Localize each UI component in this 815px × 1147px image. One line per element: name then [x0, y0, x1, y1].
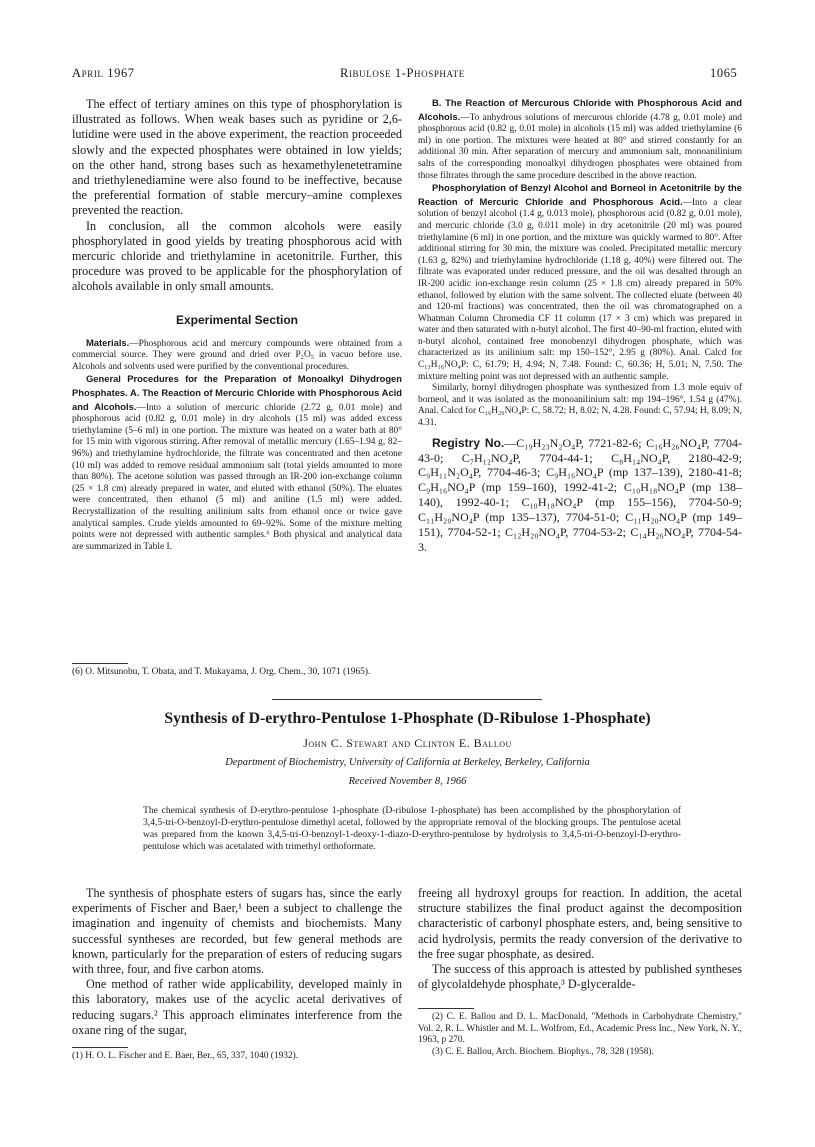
footnote: (2) C. E. Ballou and D. L. MacDonald, "Methods in Carbohydrate Chemistry," Vol. 2, R. L. Whistler and M. L. Wolfrom, Ed., Academic Press Inc., New York, N. Y., 1963, p 270.	[418, 1012, 742, 1046]
paragraph: The success of this approach is attested by published syntheses of glycolaldehyde phosphate,³ D-glyceralde-	[418, 962, 742, 992]
run-in-heading: Phosphorylation of Benzyl Alcohol and Borneol in Acetonitrile by the Reaction of Mercuric Chloride and Phosphorous Acid.	[418, 182, 742, 207]
left-column	[72, 97, 402, 553]
article-left-column	[72, 886, 402, 1038]
paragraph-text: —To anhydrous solutions of mercurous chloride (4.78 g, 0.01 mole) and phosphorous acid (0.82 g, 0.01 mole) in alcohols (15 ml) was added triethylamine (6 ml) in one portion. The mixtures were heated at 80° and stirred constantly for an additional 30 min. After separation of mercury and ammonium salt, monoanilinium salts of the corresponding monoalkyl dihydrogen phosphates were obtained from those filtrates through the same procedure described in the above reaction.	[418, 112, 742, 181]
paragraph	[418, 97, 742, 182]
article-separator	[272, 699, 542, 700]
run-in-heading: Materials.	[86, 336, 130, 348]
footnote-rule	[72, 1047, 128, 1048]
run-in-heading: General Procedures for the Preparation of Monoalkyl Dihydrogen Phosphates. A. The Reaction of Mercuric Chloride with Phosphorous Acid and Alcohols.	[72, 373, 402, 412]
article-right-column	[418, 886, 742, 992]
run-in-heading: Registry No.	[432, 435, 505, 450]
article-authors: John C. Stewart and Clinton E. Ballou	[303, 736, 512, 750]
header-page-number: 1065	[710, 66, 738, 80]
header-date: April 1967	[72, 66, 135, 80]
paragraph-text: —Into a solution of mercuric chloride (2.72 g, 0.01 mole) and phosphorous acid (0.82 g, 0.01 mole) in dry alcohols (15 ml) was added excess triethylamine (5–6 ml) in one portion. The mixture was heated on a water bath at 80° for 15 min with vigorous stirring. After removal of metallic mercury (1.65–1.94 g, 82–96%) and triethylamine hydrochloride, the filtrate was concentrated and then acetone (10 ml) was added to remove residual ammonium salt (total yields amounted to more than 80%). The acetone solution was passed through an IR-200 ion-exchange column (25 × 1.8 cm) already prepared in water, and eluted with ethanol (50%). The eluates were concentrated, then ethanol (5 ml) and aniline (1.5 ml) were added. Recrystallization of the resulting anilinium salts from ethanol once or twice gave analytical samples. Crude yields amounted to 69–92%. Some of the mixture melting points were not depressed with authentic samples.⁶ Both physical and analytical data are summarized in Table I.	[72, 402, 402, 552]
footnote: (3) C. E. Ballou, Arch. Biochem. Biophys., 78, 328 (1958).	[432, 1046, 654, 1057]
paragraph: The effect of tertiary amines on this type of phosphorylation is illustrated as follows. When weak bases such as pyridine or 2,6-lutidine were used in the above experiment, the reaction proceeded slowly and the expected phosphates were obtained in low yields; on the other hand, strong bases such as hexamethylenetetramine and triethylenediamine were also found to be ineffective, because the preferential formation of stable mercury–amine complexes prevented the reaction.	[72, 97, 402, 218]
paragraph	[418, 182, 742, 383]
paragraph: freeing all hydroxyl groups for reaction. In addition, the acetal structure stabilizes the final product against the decomposition characteristic of carbonyl phosphate esters, and, being sensitive to acid hydrolysis, permits the ready conversion of the derivative to the free sugar phosphate, as desired.	[418, 886, 742, 961]
right-column	[418, 97, 742, 555]
paragraph-text: —Into a clear solution of benzyl alcohol (1.4 g, 0.013 mole), phosphorous acid (0.82 g, 0.01 mole), and mercuric chloride (3.0 g, 0.011 mole) in dry acetonitrile (20 ml) was poured triethylamine (6 ml) in one portion, and the mixture was quickly warmed to 80°. After additional stirring for 30 min, the mixture was cooled. Precipitated metallic mercury (1.63 g, 82%) and triethylamine hydrochloride (1.18 g, 40%) were filtered out. The filtrate was evaporated under reduced pressure, and the oil was desalted through an IR-200 acidic ion-exchange resin column (25 × 1.8 cm) already prepared in 50% ethanol, followed by elution with the same solvent. The collected eluate (between 40 and 120-ml fractions) was concentrated, then the oil was chromatographed on a Whatman Column Chromedia CF 11 column (17 × 3 cm) which was prepared in water and then saturated with n-butyl alcohol. The first 40–90-ml fraction, eluted with n-butyl alcohol, contained free monobenzyl dihydrogen phosphate, which was characterized as its anilinium salt: mp 150–152°, 2.95 g (80%). Anal. Calcd for C₁₃H₁₆NO₄P: C, 61.79; H, 4.94; N, 7.48. Found: C, 60.36; H, 5.01; N, 7.50. The mixture melting point was not depressed with an authentic sample.	[418, 197, 742, 382]
footnote: (1) H. O. L. Fischer and E. Baer, Ber., 65, 337, 1040 (1932).	[72, 1051, 299, 1061]
article-title: Synthesis of D-erythro-Pentulose 1-Phosphate (D-Ribulose 1-Phosphate)	[164, 710, 651, 727]
article-received: Received November 8, 1966	[348, 776, 467, 787]
paragraph	[72, 373, 402, 553]
registry-paragraph	[418, 436, 742, 555]
paragraph: In conclusion, all the common alcohols were easily phosphorylated in good yields by treating phosphorous acid with mercuric chloride and triethylamine in acetonitrile. Further, this procedure was proved to be applicable for the phosphorylation of alcohols available in only small amounts.	[72, 218, 402, 294]
paragraph	[72, 337, 402, 374]
article-affiliation: Department of Biochemistry, University of California at Berkeley, Berkeley, California	[225, 757, 590, 768]
paragraph-text: —C₁₉H₂₃N₂O₄P, 7721-82-6; C₁₆H₂₆NO₄P, 7704-43-0; C₇H₁₂NO₄P, 7704-44-1; C₈H₁₄NO₄P, 2180-42-9; C₉H₁₁N₂O₄P, 7704-46-3; C₉H₁₆NO₄P (mp 137–139), 2180-41-8; C₉H₁₆NO₄P (mp 159–160), 1992-41-2; C₁₀H₁₈NO₄P (mp 138–140), 1992-40-1; C₁₀H₁₈NO₄P (mp 155–156), 7704-50-9; C₁₁H₂₀NO₄P (mp 135–137), 7704-51-0; C₁₁H₂₀NO₄P (mp 149–151), 7704-52-1; C₁₂H₂₀NO₄P, 7704-53-2; C₁₄H₂₆NO₄P, 7704-54-3.	[418, 435, 742, 554]
section-heading: Experimental Section	[175, 312, 299, 327]
footnote-rule	[418, 1008, 474, 1009]
footnote: (6) O. Mitsunobu, T. Obata, and T. Mukayama, J. Org. Chem., 30, 1071 (1965).	[72, 667, 371, 677]
paragraph-text: —Phosphorous acid and mercury compounds were obtained from a commercial source. They were ground and dried over P₂O₅ in vacuo before use. Alcohols and solvents used were purified by the conventional procedures.	[72, 338, 402, 372]
footnote-container	[418, 1012, 742, 1058]
footnote-rule	[72, 663, 128, 664]
paragraph: The synthesis of phosphate esters of sugars has, since the early experiments of Fischer and Baer,¹ been a subject to challenge the imagination and ingenuity of chemists and biochemists. Many successful syntheses are recorded, but few general methods are known, particularly for the preparation of esters of reducing sugars with three, four, and five carbon atoms.	[72, 886, 402, 977]
run-in-heading: B. The Reaction of Mercurous Chloride with Phosphorous Acid and Alcohols.	[418, 97, 742, 122]
header-running-title: Ribulose 1-Phosphate	[340, 66, 465, 80]
article-abstract: The chemical synthesis of D-erythro-pentulose 1-phosphate (D-ribulose 1-phosphate) has been accomplished by the phosphorylation of 3,4,5-tri-O-benzoyl-D-erythro-pentulose dimethyl acetal, followed by the appropriate removal of the blocking groups. The pentulose acetal was prepared from the known 3,4,5-tri-O-benzoyl-1-deoxy-1-diazo-D-erythro-pentulose by hydrolysis to 3,4,5-tri-O-benzoyl-D-erythro-pentulose which was acetalated with trimethyl orthoformate.	[143, 805, 681, 852]
paragraph: Similarly, bornyl dihydrogen phosphate was synthesized from 1.3 mole equiv of borneol, and it was isolated as the monoanilinium salt: mp 194–196°, 1.54 g (47%). Anal. Calcd for C₁₆H₂₆NO₄P: C, 58.72; H, 8.02; N, 4.28. Found: C, 57.94; H, 8.09; N, 4.31.	[418, 383, 742, 429]
paragraph: One method of rather wide applicability, developed mainly in this laboratory, makes use of the acyclic acetal derivatives of reducing sugars.² This approach eliminates interference from the oxane ring of the sugar,	[72, 977, 402, 1037]
